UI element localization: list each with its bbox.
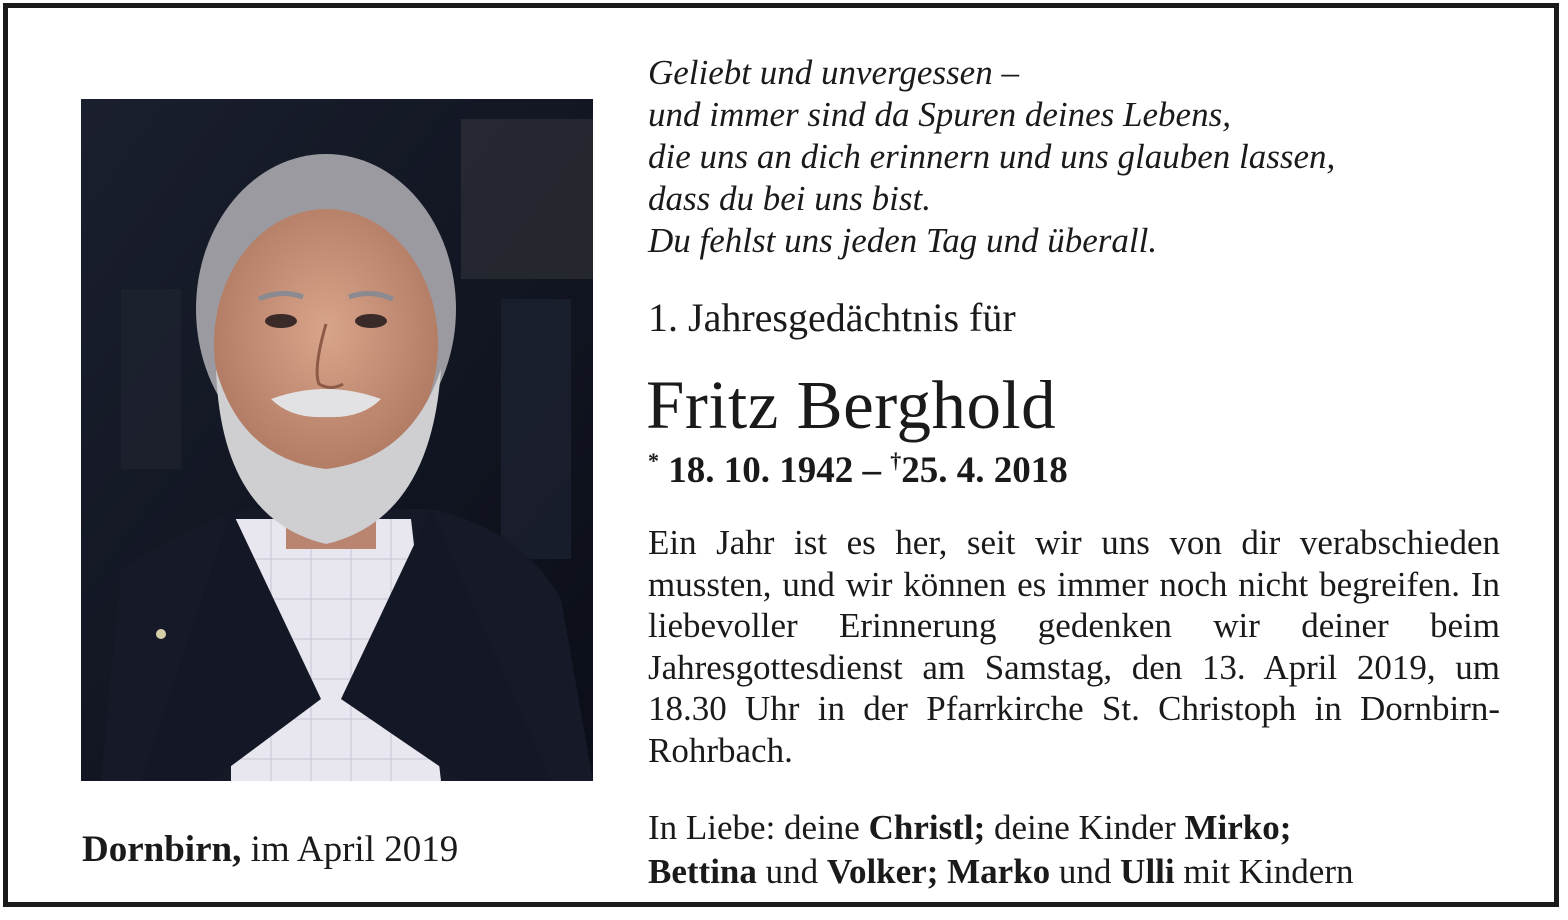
portrait-illustration (81, 99, 593, 781)
memorial-text: Ein Jahr ist es her, seit wir uns von dir verabschieden mussten, und wir können es immer noch nicht begreifen. In liebevoller Erinnerung gedenken wir deiner beim Jahresgottesdienst am Samstag, den 13. April 2019, um 18.30 Uhr in der Pfarrkirche St. Christoph in Dornbirn-Rohrbach. (648, 523, 1500, 770)
poem-line: und immer sind da Spuren deines Lebens, (648, 95, 1231, 134)
child-name: Ulli (1120, 852, 1175, 891)
death-date: 25. 4. 2018 (901, 450, 1068, 491)
poem-line: die uns an dich erinnern und uns glauben lassen, (648, 137, 1336, 176)
death-symbol: † (890, 448, 902, 473)
birth-date: 18. 10. 1942 (668, 450, 854, 491)
place-date: im April 2019 (241, 829, 459, 870)
conjunction: und (756, 852, 827, 891)
birth-symbol: * (648, 448, 659, 473)
deceased-name: Fritz Berghold (646, 367, 1057, 443)
child-name: Mirko; (1184, 808, 1292, 847)
child-name: Marko (947, 852, 1051, 891)
child-name: Volker; (826, 852, 939, 891)
place-city: Dornbirn, (82, 829, 242, 870)
obituary-frame (3, 3, 1559, 907)
poem-line: Geliebt und unvergessen – (648, 53, 1019, 92)
signoff-outro: mit Kindern (1174, 852, 1354, 891)
kids-intro: deine Kinder (985, 808, 1185, 847)
signoff-line-2 (648, 850, 1354, 894)
poem-line: Du fehlst uns jeden Tag und überall. (648, 221, 1158, 260)
portrait-photo (81, 99, 593, 781)
spouse-name: Christl; (868, 808, 986, 847)
signoff-intro: In Liebe: deine (648, 808, 869, 847)
place-and-date (82, 828, 458, 871)
child-name: Bettina (648, 852, 757, 891)
conjunction: und (1050, 852, 1121, 891)
date-separator: – (853, 450, 891, 491)
occasion-heading: 1. Jahresgedächtnis für (648, 295, 1016, 340)
signoff-line-1 (648, 806, 1354, 850)
life-dates (648, 448, 1068, 492)
poem-line: dass du bei uns bist. (648, 179, 931, 218)
poem (648, 52, 1335, 262)
signoff (648, 806, 1354, 894)
